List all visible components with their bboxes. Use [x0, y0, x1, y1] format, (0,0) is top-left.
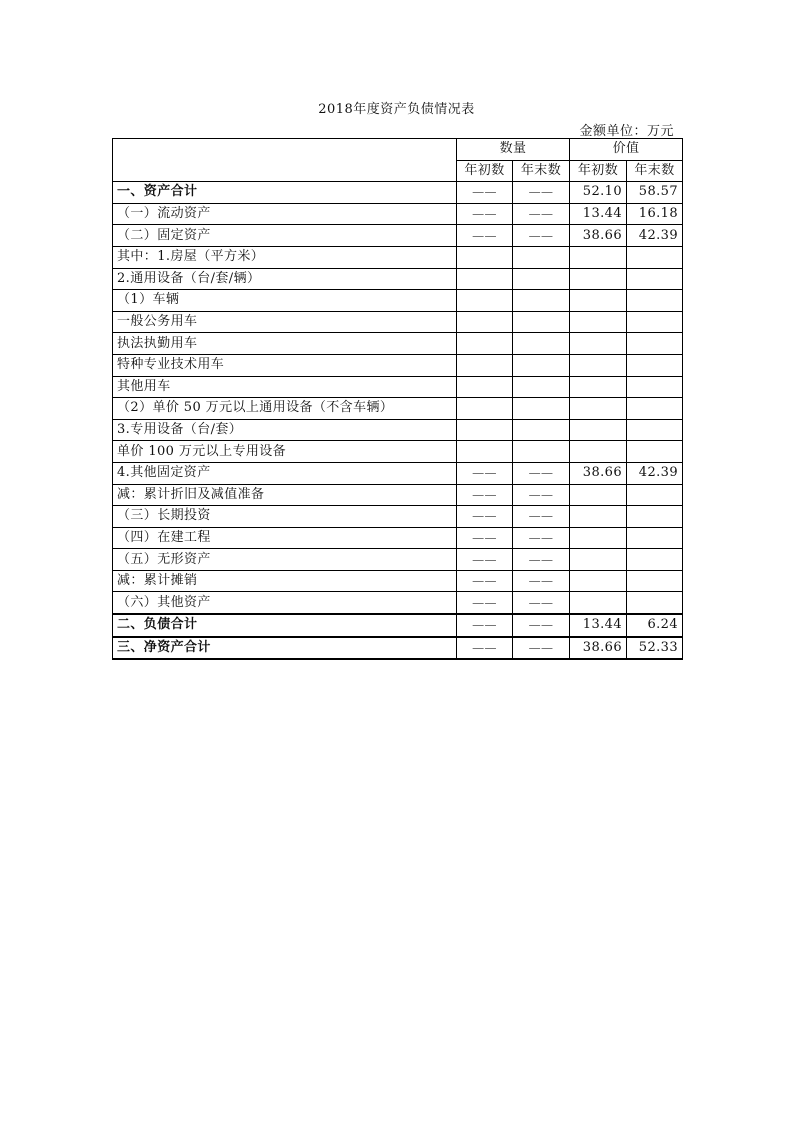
table-row: [113, 419, 683, 441]
row-label: 单价 100 万元以上专用设备: [113, 441, 457, 463]
value-begin-cell: 38.66: [570, 637, 627, 660]
quantity-begin-cell: [457, 268, 513, 290]
value-end-cell: [627, 354, 683, 376]
quantity-end-cell: [513, 268, 570, 290]
row-label: 3.专用设备（台/套）: [113, 419, 457, 441]
quantity-end-cell: ——: [513, 527, 570, 549]
row-label: 执法执勤用车: [113, 333, 457, 355]
table-row: [113, 376, 683, 398]
quantity-begin-cell: ——: [457, 203, 513, 225]
value-end-cell: 42.39: [627, 225, 683, 247]
value-begin-cell: [570, 246, 627, 268]
quantity-begin-cell: ——: [457, 527, 513, 549]
table-row: [113, 549, 683, 571]
value-end-cell: [627, 419, 683, 441]
row-label: （一）流动资产: [113, 203, 457, 225]
row-label: 减：累计摊销: [113, 570, 457, 592]
value-begin-cell: 38.66: [570, 462, 627, 484]
row-label: （1）车辆: [113, 290, 457, 312]
value-end-cell: [627, 549, 683, 571]
value-end-cell: [627, 441, 683, 463]
value-begin-cell: [570, 549, 627, 571]
value-begin-cell: [570, 441, 627, 463]
quantity-end-cell: ——: [513, 570, 570, 592]
table-header: [113, 139, 683, 182]
quantity-end-cell: ——: [513, 614, 570, 637]
quantity-begin-cell: ——: [457, 484, 513, 506]
table-row: [113, 203, 683, 225]
quantity-end-cell: [513, 290, 570, 312]
value-begin-cell: 13.44: [570, 614, 627, 637]
quantity-end-cell: [513, 333, 570, 355]
value-end-cell: [627, 333, 683, 355]
row-label: 其中：1.房屋（平方米）: [113, 246, 457, 268]
quantity-begin-cell: [457, 246, 513, 268]
value-end-cell: [627, 484, 683, 506]
quantity-end-cell: ——: [513, 182, 570, 204]
value-begin-cell: [570, 354, 627, 376]
table-row: [113, 398, 683, 420]
table-row: [113, 290, 683, 312]
header-value-begin: 年初数: [570, 160, 627, 182]
value-begin-cell: [570, 311, 627, 333]
quantity-begin-cell: ——: [457, 637, 513, 660]
quantity-end-cell: [513, 354, 570, 376]
table-body: [113, 182, 683, 660]
table-row: [113, 441, 683, 463]
quantity-end-cell: ——: [513, 637, 570, 660]
row-label: 4.其他固定资产: [113, 462, 457, 484]
quantity-begin-cell: ——: [457, 570, 513, 592]
quantity-begin-cell: [457, 290, 513, 312]
value-end-cell: 16.18: [627, 203, 683, 225]
row-label: （四）在建工程: [113, 527, 457, 549]
quantity-begin-cell: [457, 376, 513, 398]
value-end-cell: 58.57: [627, 182, 683, 204]
value-end-cell: [627, 246, 683, 268]
value-begin-cell: [570, 268, 627, 290]
header-row-groups: [113, 139, 683, 161]
value-end-cell: [627, 506, 683, 528]
value-end-cell: [627, 311, 683, 333]
table-row: [113, 333, 683, 355]
table-row: [113, 354, 683, 376]
quantity-begin-cell: ——: [457, 549, 513, 571]
row-label: 2.通用设备（台/套/辆）: [113, 268, 457, 290]
row-label: （六）其他资产: [113, 592, 457, 614]
header-item-cell: [113, 139, 457, 182]
quantity-begin-cell: ——: [457, 182, 513, 204]
value-begin-cell: [570, 333, 627, 355]
quantity-begin-cell: ——: [457, 225, 513, 247]
quantity-begin-cell: ——: [457, 614, 513, 637]
table-row: [113, 311, 683, 333]
table-row: [113, 570, 683, 592]
row-label: 特种专业技术用车: [113, 354, 457, 376]
value-begin-cell: 52.10: [570, 182, 627, 204]
row-label: 一、资产合计: [113, 182, 457, 204]
table-row: [113, 246, 683, 268]
quantity-end-cell: ——: [513, 225, 570, 247]
value-end-cell: [627, 570, 683, 592]
quantity-end-cell: ——: [513, 462, 570, 484]
row-label: （三）长期投资: [113, 506, 457, 528]
value-begin-cell: [570, 506, 627, 528]
value-begin-cell: 38.66: [570, 225, 627, 247]
header-quantity-group: 数量: [457, 139, 570, 161]
balance-sheet-table: [112, 138, 683, 660]
value-end-cell: [627, 290, 683, 312]
table-row: [113, 462, 683, 484]
row-label: （2）单价 50 万元以上通用设备（不含车辆）: [113, 398, 457, 420]
value-begin-cell: [570, 376, 627, 398]
value-begin-cell: [570, 527, 627, 549]
quantity-begin-cell: ——: [457, 506, 513, 528]
header-quantity-begin: 年初数: [457, 160, 513, 182]
quantity-begin-cell: ——: [457, 462, 513, 484]
value-end-cell: [627, 376, 683, 398]
value-begin-cell: [570, 398, 627, 420]
quantity-begin-cell: ——: [457, 592, 513, 614]
value-end-cell: [627, 398, 683, 420]
value-end-cell: [627, 592, 683, 614]
quantity-begin-cell: [457, 311, 513, 333]
table-row: [113, 506, 683, 528]
row-label: 二、负债合计: [113, 614, 457, 637]
table-row: [113, 182, 683, 204]
row-label: 三、净资产合计: [113, 637, 457, 660]
row-label: （二）固定资产: [113, 225, 457, 247]
value-begin-cell: [570, 290, 627, 312]
value-end-cell: [627, 268, 683, 290]
quantity-end-cell: ——: [513, 484, 570, 506]
table-row: [113, 527, 683, 549]
row-label: 一般公务用车: [113, 311, 457, 333]
row-label: 减：累计折旧及减值准备: [113, 484, 457, 506]
quantity-end-cell: [513, 311, 570, 333]
quantity-end-cell: [513, 376, 570, 398]
header-value-group: 价值: [570, 139, 683, 161]
amount-unit-label: 金额单位：万元: [579, 124, 674, 139]
quantity-begin-cell: [457, 398, 513, 420]
value-end-cell: [627, 527, 683, 549]
value-end-cell: 42.39: [627, 462, 683, 484]
header-quantity-end: 年末数: [513, 160, 570, 182]
value-end-cell: 52.33: [627, 637, 683, 660]
row-label: （五）无形资产: [113, 549, 457, 571]
table-row: [113, 592, 683, 614]
header-value-end: 年末数: [627, 160, 683, 182]
quantity-end-cell: ——: [513, 549, 570, 571]
value-begin-cell: [570, 570, 627, 592]
table-row: [113, 225, 683, 247]
value-begin-cell: [570, 592, 627, 614]
row-label: 其他用车: [113, 376, 457, 398]
quantity-end-cell: ——: [513, 203, 570, 225]
quantity-end-cell: [513, 246, 570, 268]
quantity-end-cell: ——: [513, 506, 570, 528]
value-begin-cell: [570, 484, 627, 506]
value-begin-cell: [570, 419, 627, 441]
document-title: 2018年度资产负债情况表: [318, 102, 475, 117]
quantity-end-cell: [513, 441, 570, 463]
value-begin-cell: 13.44: [570, 203, 627, 225]
quantity-end-cell: ——: [513, 592, 570, 614]
quantity-end-cell: [513, 398, 570, 420]
quantity-begin-cell: [457, 354, 513, 376]
quantity-begin-cell: [457, 441, 513, 463]
quantity-end-cell: [513, 419, 570, 441]
quantity-begin-cell: [457, 419, 513, 441]
table-row: [113, 268, 683, 290]
table-row: [113, 484, 683, 506]
table-row: [113, 637, 683, 660]
quantity-begin-cell: [457, 333, 513, 355]
table-row: [113, 614, 683, 637]
value-end-cell: 6.24: [627, 614, 683, 637]
